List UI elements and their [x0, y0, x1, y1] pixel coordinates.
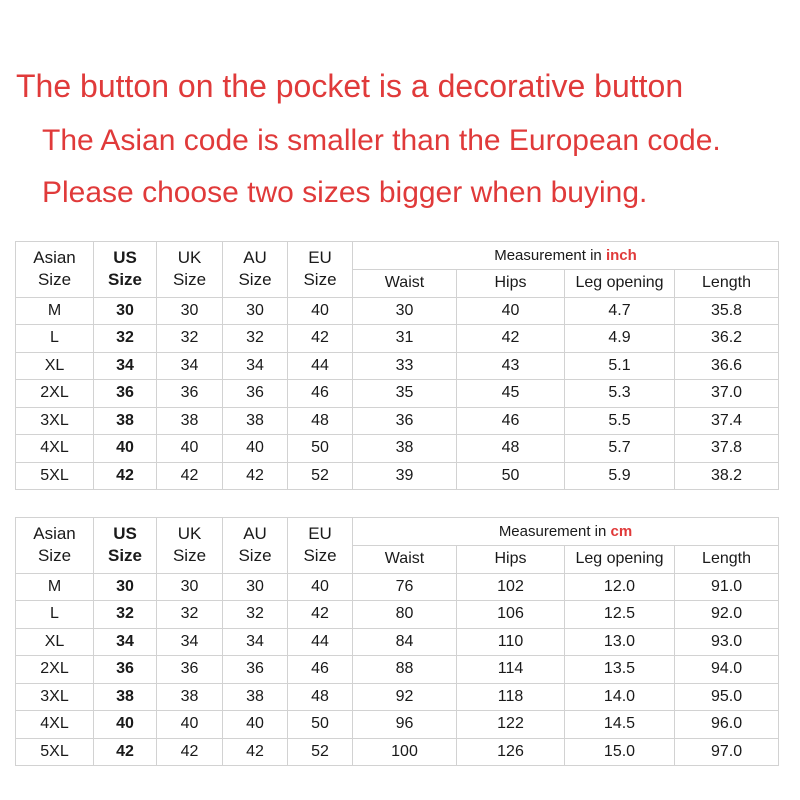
cell-uk-size: 42 — [157, 462, 223, 490]
header-length: Length — [675, 546, 779, 574]
cell-length: 91.0 — [675, 573, 779, 601]
cell-length: 37.4 — [675, 407, 779, 435]
cell-hips: 122 — [457, 711, 565, 739]
cell-waist: 39 — [353, 462, 457, 490]
cell-hips: 110 — [457, 628, 565, 656]
cell-us-size: 42 — [94, 738, 157, 766]
cell-au-size: 40 — [223, 711, 288, 739]
cell-uk-size: 34 — [157, 628, 223, 656]
cell-us-size: 42 — [94, 462, 157, 490]
table-row — [16, 573, 779, 601]
cell-eu-size: 52 — [288, 462, 353, 490]
header-au-size: AU Size — [223, 518, 288, 574]
cell-waist: 76 — [353, 573, 457, 601]
cell-eu-size: 46 — [288, 656, 353, 684]
cell-uk-size: 40 — [157, 711, 223, 739]
size-table-inch — [15, 241, 779, 490]
header-eu-size: EU Size — [288, 242, 353, 298]
table-row — [16, 352, 779, 380]
cell-length: 93.0 — [675, 628, 779, 656]
cell-leg-opening: 12.0 — [565, 573, 675, 601]
cell-hips: 106 — [457, 601, 565, 629]
cell-eu-size: 40 — [288, 573, 353, 601]
cell-length: 97.0 — [675, 738, 779, 766]
cell-waist: 96 — [353, 711, 457, 739]
cell-hips: 48 — [457, 435, 565, 463]
cell-waist: 35 — [353, 380, 457, 408]
cell-au-size: 42 — [223, 462, 288, 490]
cell-uk-size: 30 — [157, 297, 223, 325]
cell-asian-size: 5XL — [16, 738, 94, 766]
cell-au-size: 34 — [223, 352, 288, 380]
table-row — [16, 628, 779, 656]
header-uk-size: UK Size — [157, 242, 223, 298]
table-row — [16, 656, 779, 684]
cell-length: 37.8 — [675, 435, 779, 463]
cell-au-size: 32 — [223, 601, 288, 629]
cell-waist: 92 — [353, 683, 457, 711]
table-row — [16, 325, 779, 353]
cell-us-size: 40 — [94, 711, 157, 739]
cell-length: 36.2 — [675, 325, 779, 353]
cell-hips: 102 — [457, 573, 565, 601]
cell-hips: 43 — [457, 352, 565, 380]
cell-au-size: 34 — [223, 628, 288, 656]
cell-waist: 100 — [353, 738, 457, 766]
cell-asian-size: 4XL — [16, 435, 94, 463]
cell-leg-opening: 13.0 — [565, 628, 675, 656]
cell-eu-size: 42 — [288, 325, 353, 353]
cell-uk-size: 40 — [157, 435, 223, 463]
cell-asian-size: M — [16, 573, 94, 601]
cell-leg-opening: 4.9 — [565, 325, 675, 353]
cell-leg-opening: 5.5 — [565, 407, 675, 435]
header-us-size: US Size — [94, 242, 157, 298]
cell-waist: 88 — [353, 656, 457, 684]
cell-length: 96.0 — [675, 711, 779, 739]
cell-eu-size: 42 — [288, 601, 353, 629]
cell-us-size: 38 — [94, 407, 157, 435]
cell-length: 95.0 — [675, 683, 779, 711]
cell-eu-size: 40 — [288, 297, 353, 325]
cell-asian-size: M — [16, 297, 94, 325]
notice-decorative-button: The button on the pocket is a decorative button — [16, 68, 684, 104]
header-leg-opening: Leg opening — [565, 270, 675, 298]
cell-waist: 84 — [353, 628, 457, 656]
cell-waist: 38 — [353, 435, 457, 463]
cell-asian-size: XL — [16, 352, 94, 380]
cell-waist: 31 — [353, 325, 457, 353]
size-table-cm — [15, 517, 779, 766]
cell-eu-size: 50 — [288, 711, 353, 739]
unit-label: cm — [610, 522, 633, 540]
cell-waist: 33 — [353, 352, 457, 380]
cell-length: 37.0 — [675, 380, 779, 408]
cell-eu-size: 48 — [288, 683, 353, 711]
notice-size-advice: Please choose two sizes bigger when buying. — [42, 176, 648, 209]
header-length: Length — [675, 270, 779, 298]
cell-asian-size: 3XL — [16, 683, 94, 711]
table-row — [16, 738, 779, 766]
cell-hips: 126 — [457, 738, 565, 766]
cell-us-size: 30 — [94, 573, 157, 601]
cell-hips: 50 — [457, 462, 565, 490]
cell-leg-opening: 4.7 — [565, 297, 675, 325]
cell-uk-size: 34 — [157, 352, 223, 380]
cell-leg-opening: 5.3 — [565, 380, 675, 408]
cell-leg-opening: 14.5 — [565, 711, 675, 739]
cell-uk-size: 38 — [157, 407, 223, 435]
cell-leg-opening: 5.7 — [565, 435, 675, 463]
header-us-size: US Size — [94, 518, 157, 574]
cell-leg-opening: 5.9 — [565, 462, 675, 490]
table-row — [16, 462, 779, 490]
cell-au-size: 38 — [223, 407, 288, 435]
header-leg-opening: Leg opening — [565, 546, 675, 574]
table-row — [16, 435, 779, 463]
header-waist: Waist — [353, 546, 457, 574]
header-measurement: Measurement in inch — [353, 242, 779, 270]
cell-au-size: 36 — [223, 380, 288, 408]
header-uk-size: UK Size — [157, 518, 223, 574]
unit-label: inch — [605, 246, 637, 264]
cell-leg-opening: 15.0 — [565, 738, 675, 766]
cell-length: 36.6 — [675, 352, 779, 380]
cell-hips: 45 — [457, 380, 565, 408]
table-row — [16, 711, 779, 739]
cell-length: 92.0 — [675, 601, 779, 629]
table-row — [16, 297, 779, 325]
table-row — [16, 407, 779, 435]
cell-asian-size: L — [16, 325, 94, 353]
cell-au-size: 30 — [223, 297, 288, 325]
cell-leg-opening: 5.1 — [565, 352, 675, 380]
cell-eu-size: 50 — [288, 435, 353, 463]
cell-eu-size: 48 — [288, 407, 353, 435]
cell-uk-size: 32 — [157, 601, 223, 629]
cell-length: 35.8 — [675, 297, 779, 325]
cell-eu-size: 44 — [288, 628, 353, 656]
cell-length: 38.2 — [675, 462, 779, 490]
header-waist: Waist — [353, 270, 457, 298]
header-measurement: Measurement in cm — [353, 518, 779, 546]
cell-asian-size: 4XL — [16, 711, 94, 739]
cell-us-size: 32 — [94, 325, 157, 353]
cell-asian-size: 2XL — [16, 656, 94, 684]
table-row — [16, 380, 779, 408]
cell-uk-size: 36 — [157, 656, 223, 684]
cell-asian-size: L — [16, 601, 94, 629]
cell-au-size: 32 — [223, 325, 288, 353]
cell-asian-size: 3XL — [16, 407, 94, 435]
header-hips: Hips — [457, 270, 565, 298]
header-eu-size: EU Size — [288, 518, 353, 574]
cell-waist: 30 — [353, 297, 457, 325]
cell-hips: 114 — [457, 656, 565, 684]
cell-uk-size: 36 — [157, 380, 223, 408]
cell-waist: 80 — [353, 601, 457, 629]
cell-hips: 46 — [457, 407, 565, 435]
cell-us-size: 34 — [94, 628, 157, 656]
cell-us-size: 32 — [94, 601, 157, 629]
cell-au-size: 40 — [223, 435, 288, 463]
cell-waist: 36 — [353, 407, 457, 435]
cell-eu-size: 52 — [288, 738, 353, 766]
cell-hips: 40 — [457, 297, 565, 325]
header-hips: Hips — [457, 546, 565, 574]
cell-leg-opening: 13.5 — [565, 656, 675, 684]
cell-us-size: 30 — [94, 297, 157, 325]
cell-us-size: 34 — [94, 352, 157, 380]
cell-length: 94.0 — [675, 656, 779, 684]
cell-au-size: 38 — [223, 683, 288, 711]
cell-us-size: 40 — [94, 435, 157, 463]
cell-us-size: 36 — [94, 656, 157, 684]
cell-uk-size: 42 — [157, 738, 223, 766]
cell-asian-size: XL — [16, 628, 94, 656]
header-asian-size: Asian Size — [16, 242, 94, 298]
cell-eu-size: 44 — [288, 352, 353, 380]
cell-leg-opening: 12.5 — [565, 601, 675, 629]
cell-leg-opening: 14.0 — [565, 683, 675, 711]
cell-us-size: 38 — [94, 683, 157, 711]
cell-uk-size: 30 — [157, 573, 223, 601]
cell-uk-size: 38 — [157, 683, 223, 711]
cell-uk-size: 32 — [157, 325, 223, 353]
notice-asian-code: The Asian code is smaller than the European code. — [42, 124, 721, 157]
table-row — [16, 601, 779, 629]
cell-au-size: 42 — [223, 738, 288, 766]
cell-au-size: 36 — [223, 656, 288, 684]
cell-us-size: 36 — [94, 380, 157, 408]
cell-asian-size: 2XL — [16, 380, 94, 408]
cell-hips: 118 — [457, 683, 565, 711]
table-row — [16, 683, 779, 711]
header-au-size: AU Size — [223, 242, 288, 298]
cell-asian-size: 5XL — [16, 462, 94, 490]
cell-au-size: 30 — [223, 573, 288, 601]
cell-hips: 42 — [457, 325, 565, 353]
cell-eu-size: 46 — [288, 380, 353, 408]
header-asian-size: Asian Size — [16, 518, 94, 574]
